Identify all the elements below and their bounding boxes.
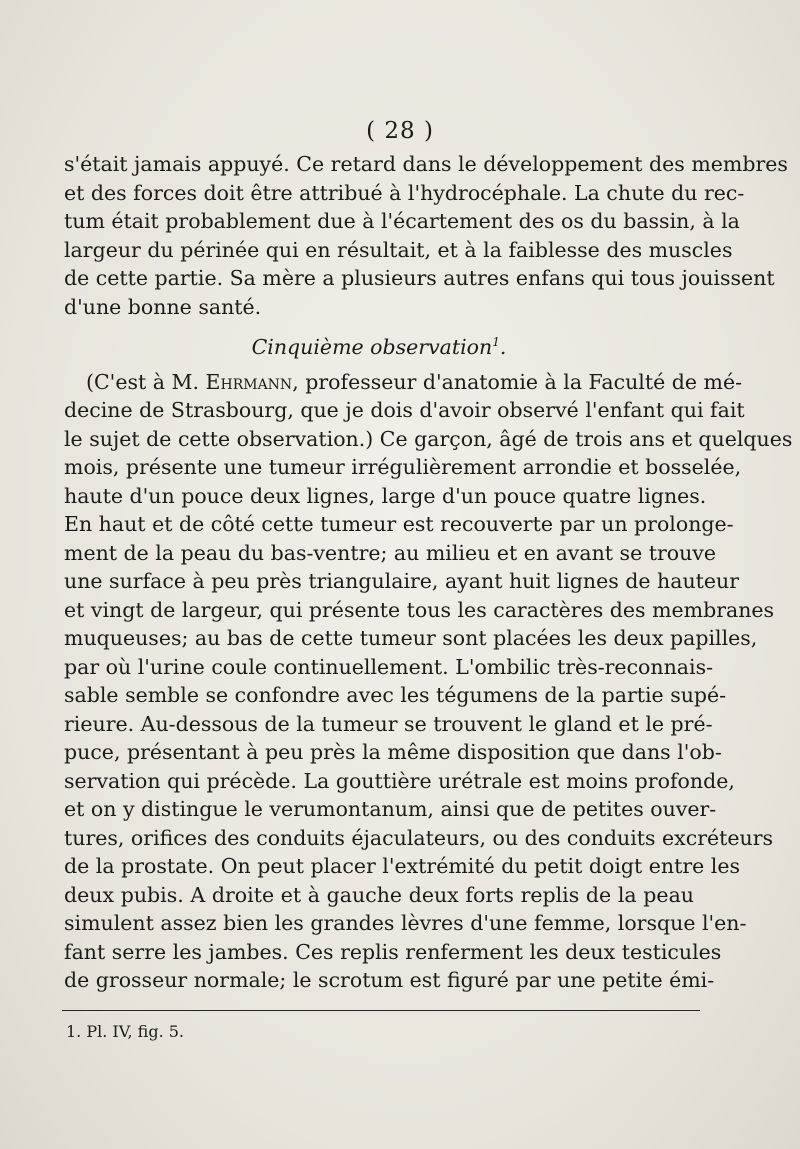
text-line [64, 368, 743, 397]
paragraph-1 [64, 150, 788, 321]
footnote: 1. Pl. IV, fig. 5. [66, 1022, 185, 1041]
text-fragment: (C'est à M. [86, 369, 199, 394]
text-line: fant serre les jambes. Ces replis renferment les deux testicules [64, 939, 722, 964]
text-line: muqueuses; au bas de cette tumeur sont placées les deux papilles, [64, 626, 758, 650]
text-line: et des forces doit être attribué à l'hydrocéphale. La chute du rec- [64, 180, 745, 205]
text-line: largeur du périnée qui en résultait, et à la faiblesse des muscles [64, 237, 733, 262]
text-line: haute d'un pouce deux lignes, large d'un pouce quatre lignes. [64, 483, 707, 508]
footnote-marker: 1 [492, 335, 500, 350]
text-line: d'une bonne santé. [64, 294, 262, 319]
author-name: Ehrmann [205, 369, 293, 394]
text-line: simulent assez bien les grandes lèvres d'une femme, lorsque l'en- [64, 911, 747, 935]
text-line: puce, présentant à peu près la même disposition que dans l'ob- [64, 740, 722, 764]
text-line: une surface à peu près triangulaire, ayant huit lignes de hauteur [64, 569, 740, 593]
text-line: rieure. Au-dessous de la tumeur se trouvent le gland et le pré- [64, 711, 713, 736]
text-line: tum était probablement due à l'écartement des os du bassin, à la [64, 209, 740, 233]
text-line: En haut et de côté cette tumeur est recouverte par un prolonge- [64, 512, 734, 536]
text-line: mois, présente une tumeur irrégulièrement arrondie et bosselée, [64, 455, 742, 479]
text-line: decine de Strasbourg, que je dois d'avoir observé l'enfant qui fait [64, 398, 745, 422]
body-text [64, 150, 793, 995]
text-line: et vingt de largeur, qui présente tous les caractères des membranes [64, 597, 775, 622]
text-line: le sujet de cette observation.) Ce garçon, âgé de trois ans et quelques [64, 426, 793, 451]
text-line: s'était jamais appuyé. Ce retard dans le développement des membres [64, 152, 788, 176]
text-line: de cette partie. Sa mère a plusieurs autres enfans qui tous jouissent [64, 266, 775, 290]
footnote-divider [62, 1010, 700, 1011]
page-number: ( 28 ) [366, 118, 434, 144]
text-fragment: , professeur d'anatomie à la Faculté de mé- [292, 369, 743, 394]
paragraph-2 [64, 368, 793, 995]
text-line: deux pubis. A droite et à gauche deux forts replis de la peau [64, 882, 694, 907]
text-line: tures, orifices des conduits éjaculateurs, ou des conduits excréteurs [64, 825, 774, 850]
text-line: servation qui précède. La gouttière urétrale est moins profonde, [64, 768, 735, 793]
text-line: ment de la peau du bas-ventre; au milieu et en avant se trouve [64, 540, 717, 565]
text-line: par où l'urine coule continuellement. L'ombilic très-reconnais- [64, 654, 714, 679]
text-line: de grosseur normale; le scrotum est figuré par une petite émi- [64, 968, 715, 992]
text-line: et on y distingue le verumontanum, ainsi que de petites ouver- [64, 797, 717, 821]
text-line: de la prostate. On peut placer l'extrémité du petit doigt entre les [64, 854, 740, 878]
section-heading: Cinquième observation$^1$. [251, 335, 507, 359]
section-heading-text: Cinquième observation [251, 335, 493, 359]
text-line: sable semble se confondre avec les tégumens de la partie supé- [64, 683, 727, 707]
